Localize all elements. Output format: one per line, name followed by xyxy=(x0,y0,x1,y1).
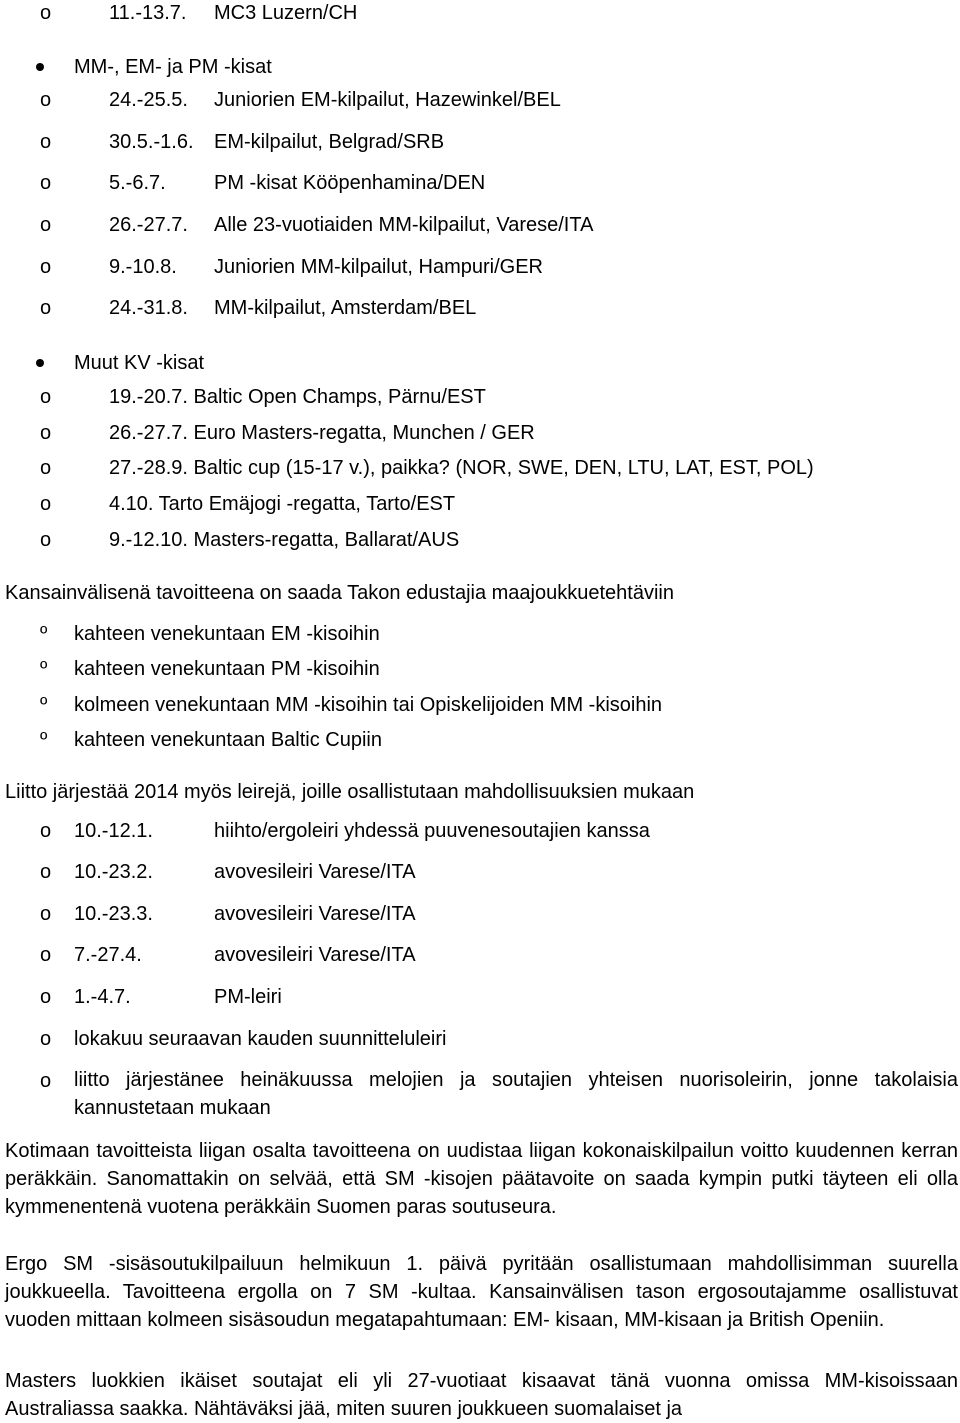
event-text: 26.-27.7. Euro Masters-regatta, Munchen / GER xyxy=(109,422,535,444)
list-item xyxy=(0,940,960,970)
event-text: PM -kisat Kööpenhamina/DEN xyxy=(214,172,486,194)
list-marker: o xyxy=(40,944,52,966)
list-marker: o xyxy=(40,386,52,408)
goal-text: kahteen venekuntaan Baltic Cupiin xyxy=(74,729,382,751)
list-marker: o xyxy=(40,172,52,194)
list-item xyxy=(0,382,960,412)
paragraph: Masters luokkien ikäiset soutajat eli yli 27-vuotiaat kisaavat tänä vuonna omissa MM-kisoissaan Australiassa saakka. Nähtäväksi jää, miten suuren joukkueen suomalaiset ja xyxy=(5,1370,958,1420)
event-date: 24.-25.5. xyxy=(109,89,188,111)
event-text: Juniorien EM-kilpailut, Hazewinkel/BEL xyxy=(214,89,561,111)
event-text: MC3 Luzern/CH xyxy=(214,2,358,24)
list-item xyxy=(0,899,960,929)
heading-text: MM-, EM- ja PM -kisat xyxy=(74,56,272,78)
camp-date: 10.-12.1. xyxy=(74,820,153,842)
list-marker: o xyxy=(40,89,52,111)
camp-text: hiihto/ergoleiri yhdessä puuvenesoutajien kanssa xyxy=(214,820,650,842)
camp-date: 1.-4.7. xyxy=(74,986,131,1008)
camp-date: 7.-27.4. xyxy=(74,944,142,966)
list-item xyxy=(0,0,960,28)
camp-text: lokakuu seuraavan kauden suunnitteluleiri xyxy=(74,1028,447,1050)
list-item xyxy=(0,252,960,282)
event-text: MM-kilpailut, Amsterdam/BEL xyxy=(214,297,477,319)
list-item xyxy=(0,816,960,846)
camp-text: avovesileiri Varese/ITA xyxy=(214,861,416,883)
event-date: 24.-31.8. xyxy=(109,297,188,319)
list-item xyxy=(0,982,960,1012)
camp-date: 10.-23.2. xyxy=(74,861,153,883)
event-text: 9.-12.10. Masters-regatta, Ballarat/AUS xyxy=(109,529,460,551)
list-marker: o xyxy=(40,529,52,551)
goal-text: kahteen venekuntaan PM -kisoihin xyxy=(74,658,380,680)
list-item xyxy=(0,1024,960,1054)
list-item xyxy=(0,489,960,519)
event-text: 27.-28.9. Baltic cup (15-17 v.), paikka? (NOR, SWE, DEN, LTU, LAT, EST, POL) xyxy=(109,457,814,479)
section-heading-kv xyxy=(0,348,960,378)
list-item xyxy=(0,418,960,448)
bullet-icon xyxy=(36,63,44,71)
list-marker: º xyxy=(40,623,48,645)
list-marker: o xyxy=(40,256,52,278)
list-item xyxy=(0,453,960,483)
list-item xyxy=(0,654,960,684)
event-date: 30.5.-1.6. xyxy=(109,131,194,153)
camps-intro xyxy=(0,777,960,807)
list-item xyxy=(0,85,960,115)
event-date: 11.-13.7. xyxy=(109,2,187,24)
bullet-icon xyxy=(36,359,44,367)
list-marker: o xyxy=(40,1070,52,1092)
section-heading-mm xyxy=(0,52,960,82)
list-marker: o xyxy=(40,986,52,1008)
camp-text: PM-leiri xyxy=(214,986,282,1008)
goal-text: kahteen venekuntaan EM -kisoihin xyxy=(74,623,380,645)
list-item xyxy=(0,857,960,887)
event-text: 19.-20.7. Baltic Open Champs, Pärnu/EST xyxy=(109,386,486,408)
list-item xyxy=(0,210,960,240)
event-text: EM-kilpailut, Belgrad/SRB xyxy=(214,131,445,153)
list-marker: o xyxy=(40,820,52,842)
event-date: 9.-10.8. xyxy=(109,256,177,278)
event-text: 4.10. Tarto Emäjogi -regatta, Tarto/EST xyxy=(109,493,456,515)
event-date: 26.-27.7. xyxy=(109,214,188,236)
list-item xyxy=(0,1066,960,1126)
heading-text: Muut KV -kisat xyxy=(74,352,205,374)
list-item xyxy=(0,127,960,157)
list-marker: o xyxy=(40,131,52,153)
list-item xyxy=(0,619,960,649)
event-date: 5.-6.7. xyxy=(109,172,166,194)
camp-text: avovesileiri Varese/ITA xyxy=(214,944,416,966)
list-item xyxy=(0,525,960,555)
list-marker: º xyxy=(40,729,48,751)
event-text: Alle 23-vuotiaiden MM-kilpailut, Varese/ITA xyxy=(214,214,594,236)
camp-date: 10.-23.3. xyxy=(74,903,153,925)
list-item xyxy=(0,690,960,720)
list-marker: o xyxy=(40,422,52,444)
event-text: Juniorien MM-kilpailut, Hampuri/GER xyxy=(214,256,543,278)
paragraph: Kotimaan tavoitteista liigan osalta tavoitteena on uudistaa liigan kokonaiskilpailun voitto kuudennen kerran peräkkäin. Sanomattakin on selvää, että SM -kisojen päätavoite on saada kympin putki täyteen eli olla kymmenentenä vuotena peräkkäin Suomen paras soutuseura. xyxy=(5,1140,958,1218)
goal-text: kolmeen venekuntaan MM -kisoihin tai Opiskelijoiden MM -kisoihin xyxy=(74,694,663,716)
list-item xyxy=(0,293,960,323)
list-marker: o xyxy=(40,493,52,515)
intro-text: Kansainvälisenä tavoitteena on saada Takon edustajia maajoukkuetehtäviin xyxy=(5,582,674,604)
list-marker: o xyxy=(40,903,52,925)
list-marker: º xyxy=(40,658,48,680)
camp-text: liitto järjestänee heinäkuussa melojien ja soutajien yhteisen nuorisoleirin, jonne takolaisia kannustetaan mukaan xyxy=(74,1069,958,1119)
goals-intro xyxy=(0,578,960,608)
list-marker: o xyxy=(40,2,52,24)
list-marker: o xyxy=(40,457,52,479)
list-marker: o xyxy=(40,214,52,236)
list-item xyxy=(0,168,960,198)
list-marker: o xyxy=(40,297,52,319)
list-marker: o xyxy=(40,1028,52,1050)
list-item xyxy=(0,725,960,755)
intro-text: Liitto järjestää 2014 myös leirejä, joille osallistutaan mahdollisuuksien mukaan xyxy=(5,781,695,803)
camp-text: avovesileiri Varese/ITA xyxy=(214,903,416,925)
list-marker: o xyxy=(40,861,52,883)
paragraph: Ergo SM -sisäsoutukilpailuun helmikuun 1. päivä pyritään osallistumaan mahdollisimman suurella joukkueella. Tavoitteena ergolla on 7 SM -kultaa. Kansainvälisen tason ergosoutajamme osallistuvat vuoden mittaan kolmeen sisäsoudun megatapahtumaan: EM- kisaan, MM-kisaan ja British Openiin. xyxy=(5,1253,958,1331)
list-marker: º xyxy=(40,694,48,716)
